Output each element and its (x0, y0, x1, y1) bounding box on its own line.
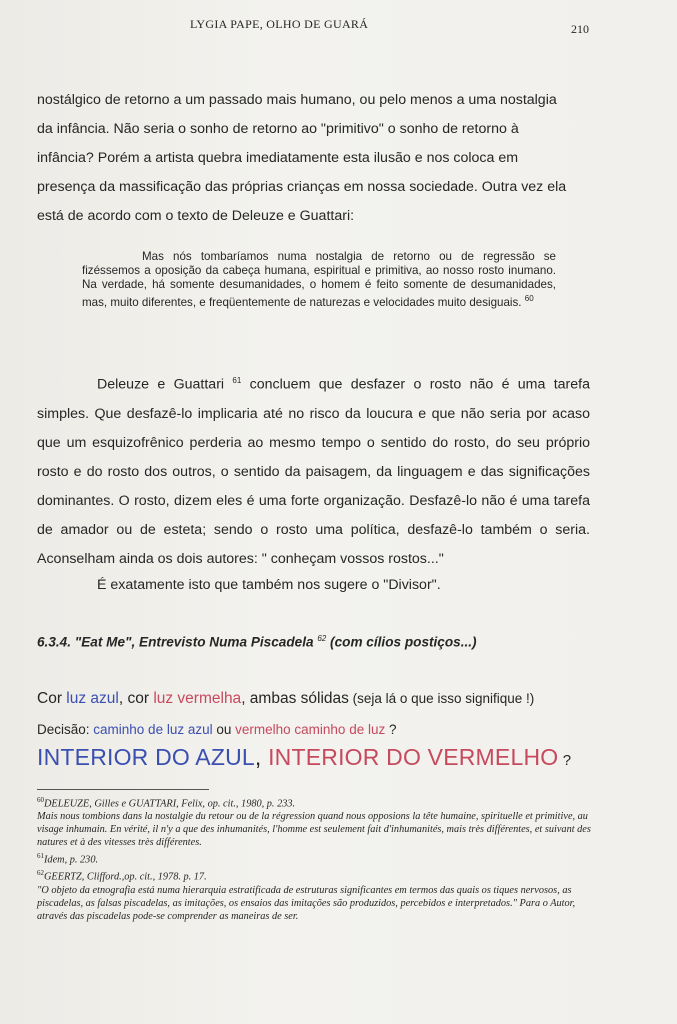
poem-text: ? (558, 752, 572, 769)
paragraph-divisor: É exatamente isto que também nos sugere o "Divisor". (97, 577, 441, 593)
text-line: está de acordo com o texto de Deleuze e Guattari: (37, 208, 355, 224)
footnote (37, 867, 597, 884)
footnote-ref: 62 (317, 634, 327, 643)
running-head: LYGIA PAPE, OLHO DE GUARÁ (190, 17, 369, 31)
luz-vermelha-text: luz vermelha (153, 690, 242, 707)
footnote-ref: 60 (524, 294, 534, 303)
footnote (37, 885, 597, 924)
poem-aside: (seja lá o que isso signifique !) (348, 691, 535, 706)
footnote (37, 794, 597, 811)
footnote-text: GEERTZ, Clifford.,op. cit., 1978. p. 17. (44, 871, 207, 883)
poem-text: ? (385, 722, 397, 737)
page-number: 210 (571, 22, 589, 36)
paragraph-deleuze (37, 366, 590, 574)
poem-text: Decisão: (37, 722, 94, 737)
caminho-vermelho-text: vermelho caminho de luz (235, 722, 386, 737)
footnote-text: Idem, p. 230. (44, 854, 99, 866)
section-heading (37, 634, 597, 650)
footnote (37, 811, 597, 850)
text-line: nostálgico de retorno a um passado mais humano, ou pelo menos a uma nostalgia (37, 92, 557, 108)
paragraph-continued (37, 86, 590, 231)
footnote-number: 60 (37, 796, 44, 804)
interior-vermelho-text: INTERIOR DO VERMELHO (268, 744, 559, 770)
text-line: da infância. Não seria o sonho de retorno ao "primitivo" o sonho de retorno à (37, 121, 519, 137)
poem-text: Cor (37, 690, 67, 707)
paragraph-text: concluem que desfazer o rosto não é uma tarefa simples. Que desfazê-lo implicaria até no risco da loucura e que não seria por acaso que um esquizofrênico perderia ao mesmo tempo o sentido do rosto, do seu próprio rosto e do rosto dos outros, o sentido da paisagem, da linguagem e das significações dominantes. O rosto, dizem eles é uma forte organização. Desfazê-lo não é uma tarefa de amador ou de esteta; sendo o rosto uma política, desfazê-lo também o seria. Aconselham ainda os dois autores: " conheçam vossos rostos..." (37, 376, 590, 567)
heading-tail: (com cílios postiços...) (330, 634, 477, 650)
poem-text: , cor (118, 690, 154, 707)
luz-azul-text: luz azul (66, 690, 119, 707)
block-quote (82, 250, 556, 310)
poem-text: , (254, 744, 269, 770)
footnote-text: Mais nous tombions dans la nostalgie du retour ou de la régression quand nous opposions la tête humaine, spirituelle et primitive, au visage inhumain. En vérité, il n'y a que des inhumanités, l'homme est seulement fait d'inhumanités, mais très différentes, et suivant des natures et à des vitesses très différentes. (37, 811, 591, 849)
footnote-text: "O objeto da etnografia está numa hierarquia estratificada de estruturas significantes em termos das quais os tiques nervosos, as piscadelas, as falsas piscadelas, as imitações, os ensaios das imitações são produzidos, percebidos e interpretados." Para o Autor, através das piscadelas pode-se comprender as maneiras de ser. (37, 884, 576, 922)
paragraph-lead: Deleuze e Guattari (97, 376, 225, 393)
heading-text: 6.3.4. "Eat Me", Entrevisto Numa Piscadela (37, 634, 314, 650)
text-line: presença da massificação das próprias crianças em nossa sociedade. Outra vez ela (37, 179, 567, 195)
interior-azul-text: INTERIOR DO AZUL (37, 744, 255, 770)
poem-line-decisao (37, 722, 396, 737)
footnote-divider (37, 789, 209, 790)
quote-text: Mas nós tombaríamos numa nostalgia de retorno ou de regressão se fizéssemos a oposição da cabeça humana, espiritual e primitiva, ao nosso rosto inumano. Na verdade, há somente desumanidades, o homem é feito somente de desumanidades, mas, muito diferentes, e freqüentemente de naturezas e velocidades muito desiguais. (82, 250, 556, 309)
footnote-number: 62 (37, 869, 44, 878)
poem-text: , ambas sólidas (241, 690, 349, 707)
footnote-ref: 61 (232, 376, 242, 385)
text-line: infância? Porém a artista quebra imediatamente esta ilusão e nos coloca em (37, 150, 519, 166)
poem-line-cor (37, 690, 534, 708)
footnote-number: 61 (37, 852, 44, 861)
footnotes (37, 794, 597, 923)
footnote-text: DELEUZE, Gilles e GUATTARI, Felix, op. cit., 1980, p. 233. (44, 798, 296, 810)
caminho-azul-text: caminho de luz azul (93, 722, 213, 737)
poem-text: ou (212, 722, 236, 737)
footnote (37, 850, 597, 867)
poem-line-interior (37, 744, 571, 771)
